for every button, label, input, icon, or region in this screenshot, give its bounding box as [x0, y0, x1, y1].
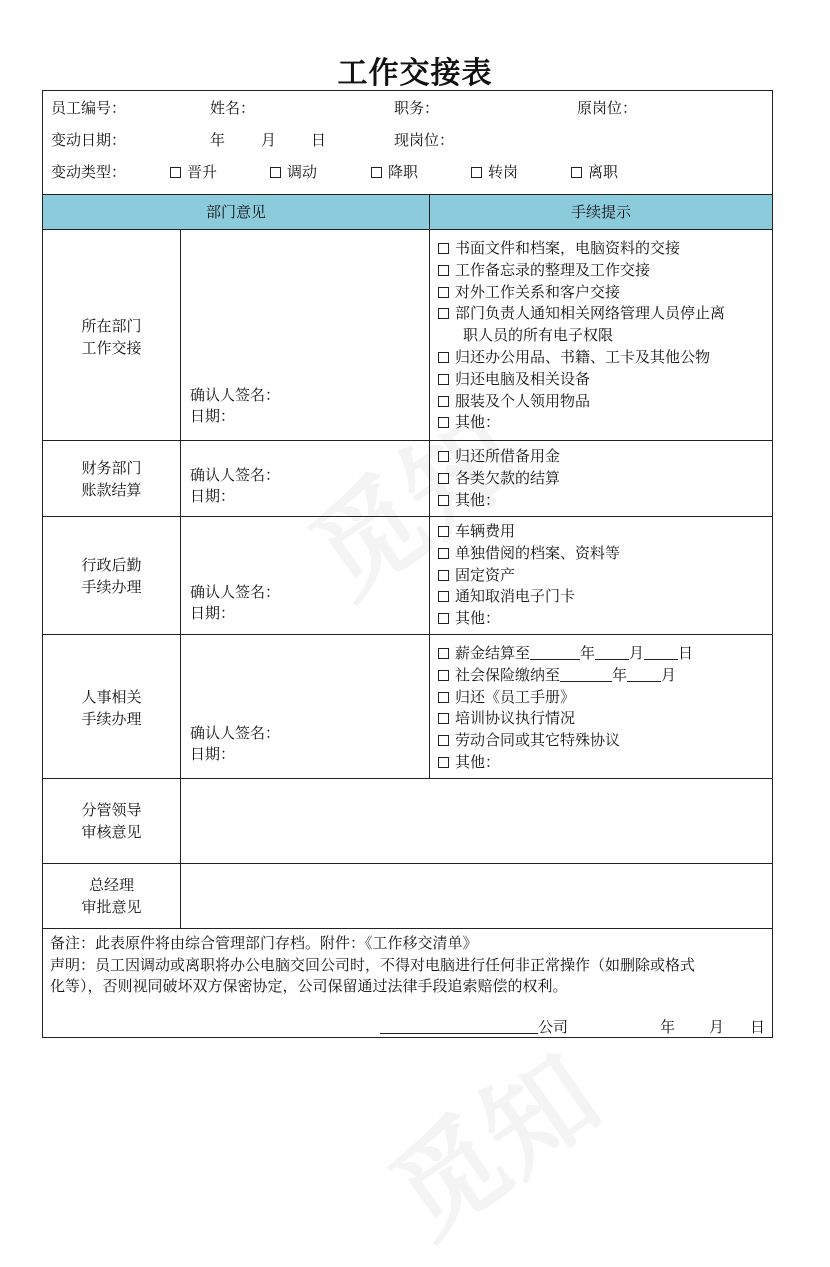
- day-label: 日: [311, 131, 327, 149]
- signature-block: 确认人签名： 日期：: [190, 583, 281, 622]
- year-label: 年: [210, 131, 226, 149]
- checkbox-icon[interactable]: [438, 352, 449, 363]
- section-admin-label: 行政后勤 手续办理: [81, 556, 142, 596]
- checkbox-icon[interactable]: [438, 670, 449, 681]
- section-finance-label: 财务部门 账款结算: [81, 459, 142, 499]
- checkbox-icon[interactable]: [438, 713, 449, 724]
- divider: [429, 194, 430, 778]
- footer-day: 日: [750, 1018, 766, 1036]
- header-dept-opinion: 部门意见: [43, 195, 429, 229]
- checkbox-icon[interactable]: [438, 265, 449, 276]
- checkbox-icon[interactable]: [438, 570, 449, 581]
- blank-line[interactable]: [530, 645, 580, 660]
- list-item[interactable]: 其他：: [438, 608, 620, 630]
- position-label: 职务：: [394, 99, 440, 117]
- list-item[interactable]: 对外工作关系和客户交接: [438, 282, 725, 304]
- checkbox-icon[interactable]: [571, 167, 582, 178]
- dept-handover-checklist: [438, 238, 725, 434]
- finance-checklist: [438, 446, 560, 511]
- gm-opinion-field[interactable]: [181, 864, 772, 927]
- footer-note: 备注：此表原件将由综合管理部门存档。附件：《工作移交清单》: [50, 934, 478, 952]
- divider: [42, 440, 773, 441]
- list-item[interactable]: 归还《员工手册》: [438, 687, 693, 709]
- orig-post-label: 原岗位：: [577, 99, 638, 117]
- checkbox-icon[interactable]: [438, 548, 449, 559]
- blank-line[interactable]: [560, 667, 612, 682]
- page-title: 工作交接表: [337, 56, 493, 91]
- blank-line[interactable]: [644, 645, 678, 660]
- checkbox-icon[interactable]: [438, 417, 449, 428]
- divider: [42, 928, 773, 929]
- type-option-resign[interactable]: 离职: [571, 162, 618, 182]
- checkbox-icon[interactable]: [438, 374, 449, 385]
- type-option-transfer[interactable]: 调动: [270, 162, 317, 182]
- blank-line[interactable]: [627, 667, 661, 682]
- list-item[interactable]: 归还所借备用金: [438, 446, 560, 468]
- type-option-promotion[interactable]: 晋升: [170, 162, 217, 182]
- list-item-salary[interactable]: 薪金结算至 年 月 日: [438, 643, 693, 665]
- checkbox-icon[interactable]: [438, 287, 449, 298]
- footer-statement-line1: 声明：员工因调动或离职将办公电脑交回公司时，不得对电脑进行任何非正常操作（如删除或格式: [50, 956, 696, 974]
- checkbox-icon[interactable]: [438, 526, 449, 537]
- checkbox-icon[interactable]: [438, 396, 449, 407]
- hr-checklist: [438, 643, 693, 774]
- checkbox-icon[interactable]: [438, 243, 449, 254]
- list-item[interactable]: 各类欠款的结算: [438, 468, 560, 490]
- watermark: [355, 1011, 626, 1267]
- list-item[interactable]: 培训协议执行情况: [438, 708, 693, 730]
- blank-line[interactable]: [595, 645, 629, 660]
- list-item[interactable]: 书面文件和档案，电脑资料的交接: [438, 238, 725, 260]
- header-procedure-hint: 手续提示: [430, 195, 772, 229]
- section-hr-label: 人事相关 手续办理: [81, 688, 142, 728]
- list-item[interactable]: 通知取消电子门卡: [438, 586, 620, 608]
- list-item[interactable]: 其他：: [438, 490, 560, 512]
- checkbox-icon[interactable]: [438, 451, 449, 462]
- section-gm-label: 总经理 审批意见: [81, 876, 142, 916]
- blank-line[interactable]: [380, 1019, 538, 1034]
- list-item-insurance[interactable]: 社会保险缴纳至 年 月: [438, 665, 693, 687]
- list-item[interactable]: 单独借阅的档案、资料等: [438, 543, 620, 565]
- list-item[interactable]: 其他：: [438, 752, 693, 774]
- list-item[interactable]: 归还电脑及相关设备: [438, 369, 725, 391]
- list-item-continuation: 职人员的所有电子权限: [463, 326, 614, 345]
- checkbox-icon[interactable]: [438, 308, 449, 319]
- divider: [42, 229, 773, 230]
- list-item[interactable]: 车辆费用: [438, 521, 620, 543]
- divider: [42, 634, 773, 635]
- type-option-reassign[interactable]: 转岗: [471, 162, 518, 182]
- type-option-demotion[interactable]: 降职: [371, 162, 418, 182]
- signature-block: 确认人签名： 日期：: [190, 386, 281, 425]
- divider: [42, 194, 773, 195]
- footer-year: 年: [660, 1018, 676, 1036]
- cur-post-label: 现岗位：: [394, 131, 455, 149]
- checkbox-icon[interactable]: [170, 167, 181, 178]
- checkbox-icon[interactable]: [438, 473, 449, 484]
- company-signature-line: 公司: [380, 1017, 568, 1037]
- divider: [42, 516, 773, 517]
- list-item[interactable]: 固定资产: [438, 565, 620, 587]
- footer-month: 月: [709, 1018, 725, 1036]
- list-item[interactable]: 部门负责人通知相关网络管理人员停止离: [438, 303, 725, 325]
- footer-statement-line2: 化等），否则视同破坏双方保密协定，公司保留通过法律手段追索赔偿的权利。: [50, 977, 568, 995]
- month-label: 月: [261, 131, 277, 149]
- list-item[interactable]: 归还办公用品、书籍、工卡及其他公物: [438, 347, 725, 369]
- checkbox-icon[interactable]: [438, 757, 449, 768]
- list-item[interactable]: 服装及个人领用物品: [438, 391, 725, 413]
- checkbox-icon[interactable]: [270, 167, 281, 178]
- change-date-label: 变动日期：: [51, 131, 127, 149]
- checkbox-icon[interactable]: [371, 167, 382, 178]
- list-item[interactable]: 劳动合同或其它特殊协议: [438, 730, 693, 752]
- checkbox-icon[interactable]: [438, 591, 449, 602]
- name-label: 姓名：: [210, 99, 256, 117]
- emp-id-label: 员工编号：: [51, 99, 127, 117]
- checkbox-icon[interactable]: [438, 613, 449, 624]
- change-type-label: 变动类型：: [51, 163, 127, 181]
- checkbox-icon[interactable]: [438, 735, 449, 746]
- checkbox-icon[interactable]: [471, 167, 482, 178]
- checkbox-icon[interactable]: [438, 495, 449, 506]
- signature-block: 确认人签名： 日期：: [190, 724, 281, 763]
- section-branch-leader-label: 分管领导 审核意见: [81, 801, 142, 841]
- signature-block: 确认人签名： 日期：: [190, 466, 281, 505]
- admin-checklist: [438, 521, 620, 630]
- list-item[interactable]: 工作备忘录的整理及工作交接: [438, 260, 725, 282]
- checkbox-icon[interactable]: [438, 648, 449, 659]
- checkbox-icon[interactable]: [438, 692, 449, 703]
- list-item[interactable]: 其他：: [438, 412, 725, 434]
- section-dept-handover-label: 所在部门 工作交接: [81, 317, 142, 357]
- branch-leader-opinion-field[interactable]: [181, 779, 772, 862]
